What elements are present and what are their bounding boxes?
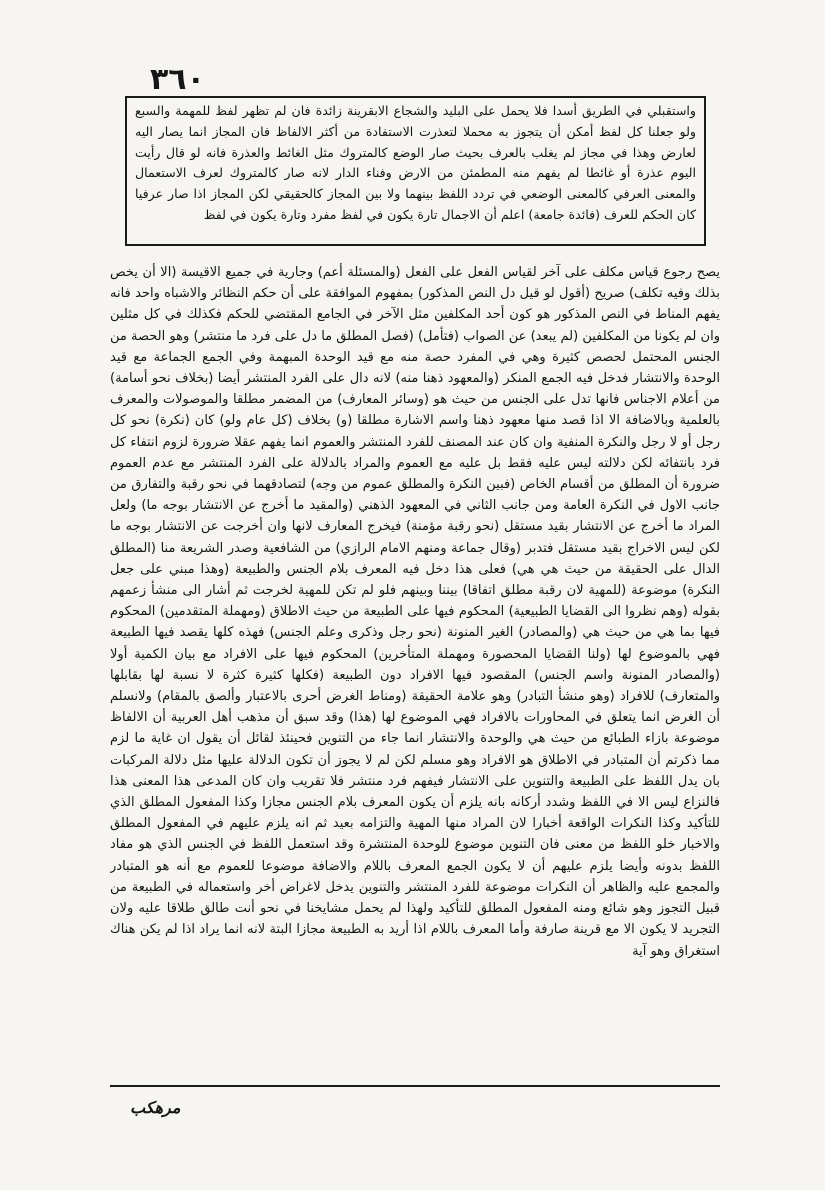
gloss-text: واستقبلي في الطريق أسدا فلا يحمل على البليد والشجاع الابقرينة زائدة فان لم تظهر لفظ للمهمة والسبع ولو جعلنا كل لفظ أمكن أن يتجوز به محملا لتعذرت الاستفادة من أكثر الالفاظ فان المجاز انما يصار اليه لعارض وهذا في مجاز لم يغلب بالعرف بحيث صار الوضع كالمتروك مثل الغائط والعذرة فانه لو قال رأيت اليوم عذرة أو غائطا لم يفهم منه المطمئن من الارض وفناء الدار لانه صار كالمتروك لعرف الاستعمال والمعنى العرفي كالمعنى الوضعي في تردد اللفظ بينهما ولا بين المجاز كالحقيقي لكن المجاز اذا صار عرفيا كان الحكم للعرف (فائدة جامعة) اعلم أن الاجمال تارة يكون في لفظ مفرد وتارة يكون في لفظ — [135, 103, 696, 222]
page-number: ٣٦٠ — [150, 62, 205, 97]
catchword: مرهكب — [130, 1098, 181, 1117]
gloss-box — [125, 96, 706, 246]
main-text — [110, 262, 720, 1074]
main-text-body: يصح رجوع قياس مكلف على آخر لقياس الفعل على الفعل (والمسئلة أعم) وجارية في جميع الاقيسة (الا أن يخص بذلك وفيه تكلف) صريح (أقول لو قيل دل النص المذكور) بمفهوم الموافقة على أن حكم النظائر والاشباه واحد فانه يفهم المناط في النص المذكور هو كون أحد المكلفين مثل الآخر في الجامع المقتضي للحكم فكذلك في كل مثلين وان لم يكونا من المكلفين (لم يبعد) عن الصواب (فتأمل) (فصل المطلق ما دل على فرد ما منتشر) وهو الحصة من الجنس المحتمل لحصص كثيرة وهي في المفرد حصة منه مع قيد الوحدة المبهمة وفي الجمع الجماعة مع قيد الوحدة والانتشار فدخل فيه الجمع المنكر (والمعهود ذهنا منه) لانه دال على الفرد المنتشر أيضا (بخلاف نحو أسامة) من أعلام الاجناس فانها تدل على الجنس من حيث هو (وسائر المعارف) من المضمر مطلقا والموصولات والمعرف بالعلمية وبالاضافة الا اذا قصد منها معهود ذهنا واسم الاشارة مطلقا (و) بخلاف (كل عام ولو) كان (نكرة) نحو كل رجل أو لا رجل والنكرة المنفية وان كان عند المصنف للفرد المنتشر والعموم انما يفهم عقلا ضرورة لزوم انتفاء كل فرد بانتفائه لكن دلالته ليس عليه فقط بل عليه مع العموم والمراد بالدلالة على الفرد المنتشر مع عدم العموم ضرورة أن المطلق من أقسام الخاص (فبين النكرة والمطلق عموم من وجه) لتصادقهما في نحو رقبة والتفارق من جانب الاول في النكرة العامة ومن جانب الثاني في المعهود الذهني (والمقيد ما أخرج عن الانتشار بوجه ما) ولعل المراد ما أخرج عن الانتشار بقيد مستقل (نحو رقبة مؤمنة) فيخرج المعارف لانها وان أخرجت عن الانتشار بوجه ما لكن ليس الاخراج بقيد مستقل فتدبر (وقال جماعة ومنهم الامام الرازي) من الشافعية وصدر الشريعة منا (المطلق الدال على الحقيقة من حيث هي هي) فعلى هذا دخل فيه المعرف بلام الجنس والطبيعة (وهذا مبني على جعل النكرة) موضوعة (للمهية لان رقبة مطلق اتفاقا) بيننا وبينهم فلو لم تكن للمهية لخرجت ثم أشار الى منشأ زعمهم بقوله (وهم نظروا الى القضايا الطبيعية) المحكوم فيها على الطبيعة من حيث الاطلاق (ومهملة المتقدمين) المحكوم فيها بما هي من حيث هي (والمصادر) الغير المنونة (نحو رجل وذكرى وعلم الجنس) فهذه كلها يقصد فيها الطبيعة فهي بالموضوع لها (ولنا القضايا المحصورة ومهملة المتأخرين) المحكوم فيها على الافراد مع بيان الكمية أولا (والمصادر المنونة واسم الجنس) المقصود فيها الافراد دون الطبيعة (فكلها كثيرة كثرة لا نسبة لها بقابلها والمتعارف) للافراد (وهو منشأ التبادر) وهو علامة الحقيقة (ومناط الغرض أحرى بالاعتبار وألصق بالمقام) ولانسلم أن الغرض انما يتعلق في المحاورات بالافراد فهي الموضوع لها (هذا) وقد سبق أن مذهب أهل العربية أن الالفاظ موضوعة بازاء الطبائع من حيث هي والوحدة والانتشار انما جاء من التنوين فحينئذ لقائل أن يقول ان غاية ما لزم مما ذكرتم أن المتبادر في الاطلاق هو الافراد وهو مسلم لكن لم لا يجوز أن تكون الدلالة عليها مثل دلالة المركبات بان يدل اللفظ على الطبيعة والتنوين على الانتشار فيفهم فرد منتشر فلا تقريب وان كان المدعى هذا المعنى هذا فالنزاع ليس الا في اللفظ وشدد أركانه بانه يلزم أن يكون المعرف بلام الجنس مجازا وكذا المفعول المطلق الذي للتأكيد وكذا النكرات الواقعة أخبارا لان المراد منها المهية والتزامه بعيد ثم انه يلزم عليهم في المفعول المطلق والاخبار خلو اللفظ من معنى فان التنوين موضوع للوحدة المنتشرة وقد استعمل اللفظ في الجنس الذي هو مفاد اللفظ بدونه وأيضا يلزم عليهم أن لا يكون الجمع المعرف باللام والاضافة موضوعا للعموم مع أنه هو المتبادر والمجمع عليه والظاهر أن النكرات موضوعة للفرد المنتشر والتنوين يدخل لاغراض أخر واستعماله في الطبيعة من قبيل التجوز وهو شائع ومنه المفعول المطلق للتأكيد ولهذا لم يحمل مشايخنا في نحو أنت طالق طلاقا عليه ولان التجريد لا يكون الا مع قرينة صارفة وأما المعرف باللام اذا أريد به الطبيعة مجازا البتة لانه انما يراد اذا لم يكن هناك استغراق وهو آية — [110, 265, 720, 959]
bottom-rule — [110, 1085, 720, 1087]
